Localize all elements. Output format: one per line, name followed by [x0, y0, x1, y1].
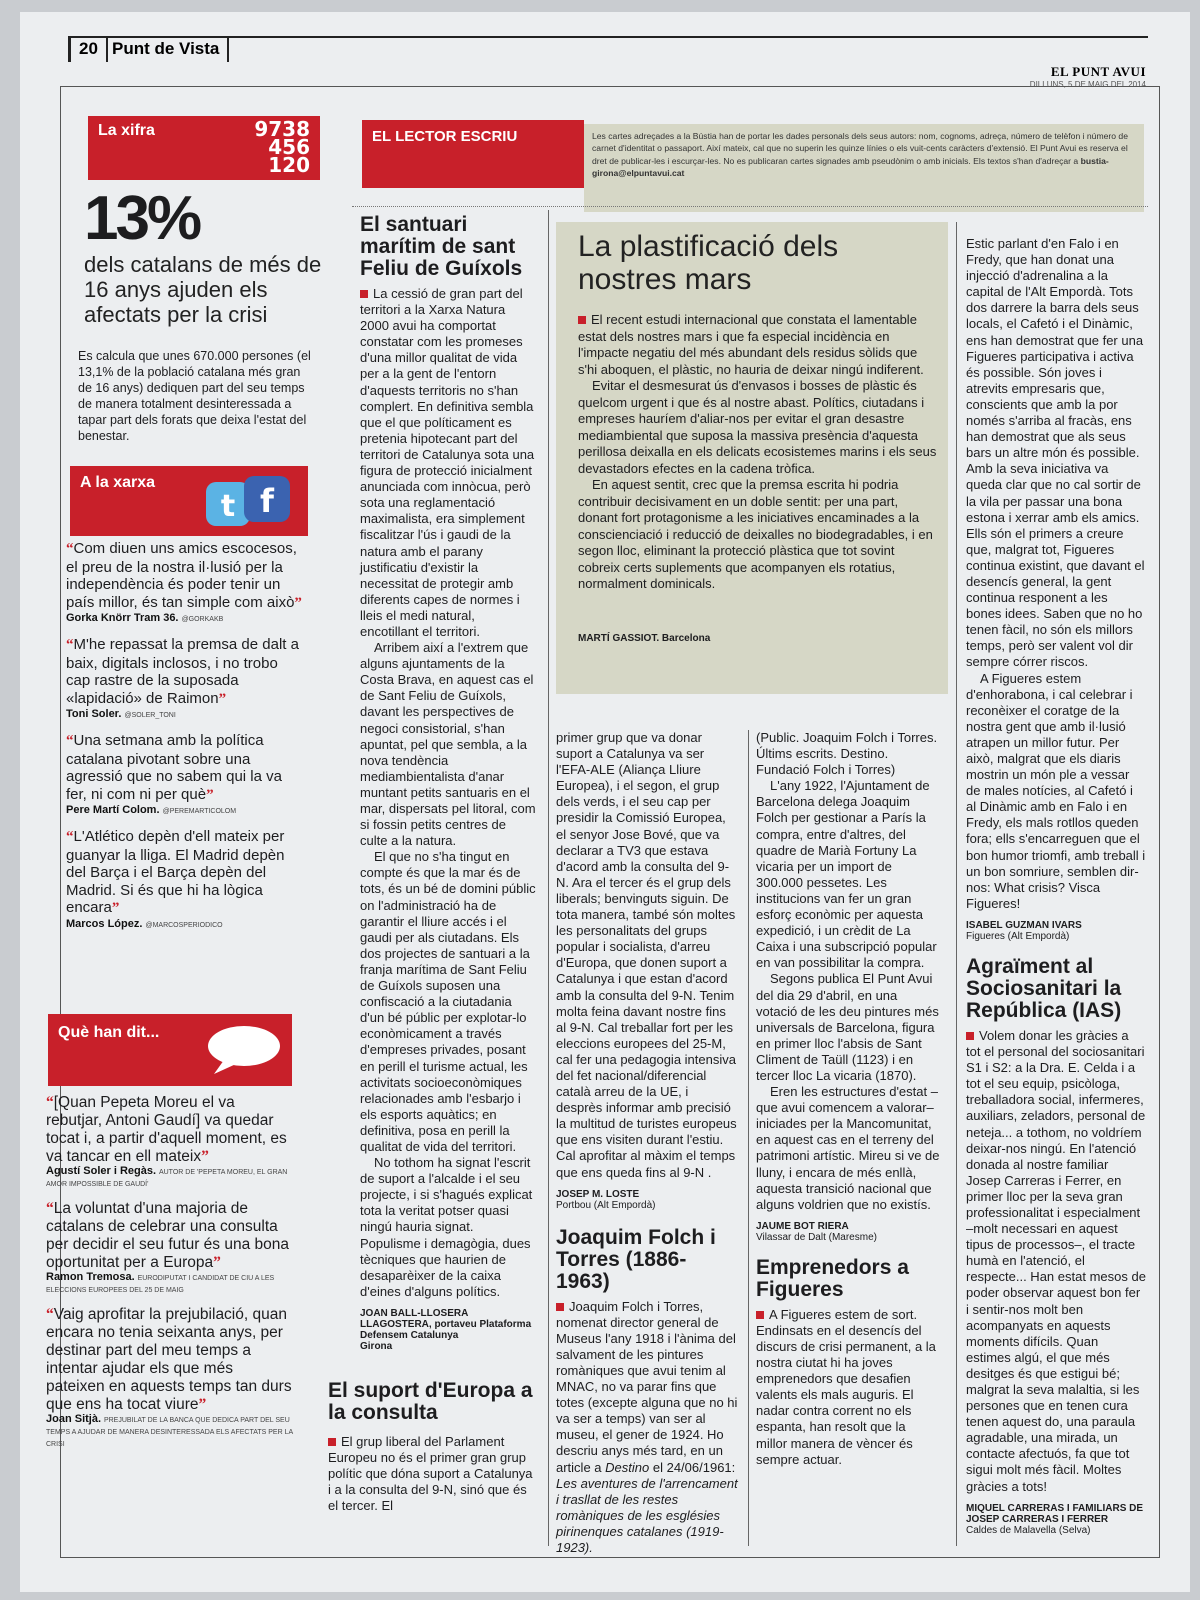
tweet-list [66, 540, 306, 930]
speech-bubble-icon [200, 1022, 284, 1078]
quote-item: “[Quan Pepeta Moreu el va rebutjar, Antoni Gaudí] va quedar tocat i, a partir d'aquell moment, es va tancar en ell mateix” Agustí Soler i Regàs. AUTOR DE 'PEPETA MOREU, EL GRAN AMOR IMPOSSIBLE DE GAUDÍ' [46, 1094, 288, 1188]
xifra-label: La xifra [98, 122, 155, 139]
tweet-item: “M'he repassat la premsa de dalt a baix, digitals inclosos, i no trobo cap rastre de la suposada «lapidació» de Raimon” Toni Soler. @SOLER_TONI [66, 636, 299, 720]
article-author: ISABEL GUZMAN IVARS [966, 919, 1082, 931]
article-suport: El suport d'Europa a la consulta El grup liberal del Parlament Europeu no és el primer gran grup polític que dóna suport a Catalunya i a la consulta del 9-N, sinó que és el tercer. El [328, 1379, 533, 1514]
quotes-list [46, 1094, 294, 1450]
dit-label: Què han dit... [58, 1024, 160, 1041]
article-title: Joaquim Folch i Torres (1886-1963) [556, 1225, 716, 1293]
header-rule [68, 36, 1148, 38]
svg-text:t: t [220, 489, 236, 524]
bullet-square-icon [578, 316, 586, 324]
article-place: Figueres (Alt Empordà) [966, 930, 1070, 942]
dit-banner [48, 1014, 292, 1086]
article-title: La plastificació dels nostres mars [578, 230, 839, 296]
quote-item: “La voluntat d'una majoria de catalans de celebrar una consulta per decidir el seu futur és una bona oportunitat per a Europa” Ramon Tremosa. EURODIPUTAT I CANDIDAT DE CIU A LES ELECCIONS EUROPEES DEL 25 DE MAIG [46, 1200, 289, 1294]
xarxa-label: A la xarxa [80, 474, 156, 491]
tweet-item: “Com diuen uns amics escocesos, el preu de la nostra il·lusió per la independència és poder tenir un país millor, és tan simple com això” Gorka Knörr Tram 36. @GORKAKB [66, 540, 302, 624]
article-author: MIQUEL CARRERAS I FAMILIARS DE JOSEP CARRERAS I FERRER [966, 1502, 1144, 1525]
article-place: Barcelona [661, 632, 711, 644]
tweet-item: “Una setmana amb la política catalana pivotant sobre una agressió que no sabem qui la va fer, ni com ni per què” Pere Martí Colom. @PEREMARTICOLOM [66, 732, 282, 816]
xifra-percent: 13% [84, 184, 200, 253]
bullet-square-icon [756, 1311, 764, 1319]
contact-email[interactable]: bustia-girona@elpuntavui.cat [592, 155, 1109, 179]
xarxa-banner [70, 466, 308, 536]
article-author: JAUME BOT RIERA [756, 1220, 849, 1232]
numbers-graphic: 9738 456 120 [254, 117, 310, 177]
bullet-square-icon [328, 1438, 336, 1446]
issue-date: DILLUNS, 5 DE MAIG DEL 2014 [1029, 80, 1146, 89]
article-title: Agraïment al Sociosanitari la República (IAS) [966, 954, 1122, 1022]
article-title: Emprenedors a Figueres [756, 1255, 909, 1301]
page-number: 20 [68, 36, 108, 62]
newspaper-logo: EL PUNT AVUI [1050, 64, 1146, 79]
lector-banner [362, 120, 584, 188]
article-plastic: La plastificació dels nostres mars El recent estudi internacional que constata el lamentable estat dels nostres mars i que fa especial incidència en l'impacte negatiu del més abundant dels residus sòlids que s'hi aboquen, el plàstic, no hauria de deixar ningú indiferent. Evitar el desmesurat ús d'envasos i bosses de plàstic és quelcom urgent i que és al nostre abast. Polítics, ciutadans i empreses hauríem d'aliar-nos per evitar el gran desastre mediambiental que suposa la massiva presència d'aquesta perillosa deixalla en els delicats ecosistemes marins i els seus devastadors efectes en la cadena tròfica. En aquest sentit, crec que la premsa escrita hi podria contribuir decisivament en un doble sentit: per una part, donant fort protagonisme a les iniciatives encaminades a la conscienciació i reducció de deixalles no biodegradables, i en segon lloc, eliminant la protecció plàstica que tot sovint cobreix certs suplements que acompanyen els rotatius, normalment dominicals. MARTÍ GASSIOT. Barcelona [578, 230, 937, 644]
bullet-square-icon [556, 1303, 564, 1311]
tweet-item: “L'Atlético depèn d'ell mateix per guanyar la lliga. El Madrid depèn del Barça i el Barça depèn del Madrid. Si és que hi ha lògica encara” Marcos López. @MARCOSPERIODICO [66, 828, 285, 930]
lector-label: EL LECTOR ESCRIU [372, 128, 518, 145]
article-author: MARTÍ GASSIOT. [578, 632, 660, 644]
quote-item: “Vaig aprofitar la prejubilació, quan encara no tenia seixanta anys, per destinar part del meu temps a intentar ajudar els que més pateixen en aquests temps tan durs que ens ha tocat viure” Joan Sitjà. PREJUBILAT DE LA BANCA QUE DEDICA PART DEL SEU TEMPS A AJUDAR DE MANERA DESINTERESSADA ELS AFECTATS PER LA CRISI [46, 1306, 293, 1448]
xifra-lead: dels catalans de més de 16 anys ajuden els afectats per la crisi [84, 252, 322, 327]
xifra-banner [88, 116, 320, 180]
column-divider [956, 222, 957, 1546]
article-author: JOSEP M. LOSTE [556, 1188, 640, 1200]
article-place: Girona [360, 1340, 393, 1352]
column-divider [548, 210, 549, 1546]
column-divider [748, 730, 749, 1546]
article-place: Portbou (Alt Empordà) [556, 1199, 656, 1211]
article-place: Vilassar de Dalt (Maresme) [756, 1231, 877, 1243]
bullet-square-icon [966, 1032, 974, 1040]
xifra-body: Es calcula que unes 670.000 persones (el 13,1% de la població catalana més gran de 16 anys) dediquen part del seu temps de manera totalment desinteressada a tapar part dels forats que deixa l'estat del benestar. [78, 349, 311, 443]
social-icons [204, 474, 294, 528]
article-santuari: El santuari marítim de sant Feliu de Guíxols La cessió de gran part del territori a la Xarxa Natura 2000 avui ha comportat constatar com les promeses d'una millor qualitat de vida per a la gent de l'entorn d'aquests territoris no s'han complert. En definitiva sembla que el que políticament es pretenia hipotecant part del territori de Catalunya sota una figura de protecció inicialment anunciada com innòcua, però sota una reglamentació maximalista, era simplement fiscalitzar l'ús i gaudi de la natura amb el parany justificatiu d'existir la necessitat de protegir amb diferents capes de normes i lleis el medi natural, encotillant el territori. Arribem així a l'extrem que alguns ajuntaments de la Costa Brava, en aquest cas el de Sant Feliu de Guíxols, davant les perspectives de negoci consistorial, s'han apuntat, pel que sembla, a la nova tendència mediambientalista d'anar muntant petits santuaris en el mar, dispersats pel litoral, com si fossin petits centres de culte a la natura. El que no s'ha tingut en compte és que la mar és de tots, és un bé de domini públic on l'administració ha de garantir el lliure accés i el gaudi per als ciutadans. Els dos projectes de santuari a la franja marítima de Sant Feliu de Guíxols suposen una confiscació a la ciutadania d'un bé públic per explotar-lo econòmicament a través d'empreses privades, posant en perill el turisme actual, les activitats socioeconòmiques relacionades amb l'esbarjo i els esports aquàtics; en definitiva, posa en perill la qualitat de vida del territori. No tothom ha signat l'escrit de suport a l'alcalde i el seu projecte, i si s'hagués explicat tota la veritat potser quasi ningú hauria signat. Populisme i demagògia, dues tècniques que haurien de desaparèixer de la caixa d'eines d'alguns polítics. JOAN BALL-LLOSERA LLAGOSTERA, portaveu Plataforma Defensem Catalunya Girona [360, 213, 536, 1352]
bullet-square-icon [360, 290, 368, 298]
svg-text:f: f [260, 482, 274, 520]
dotted-rule [352, 206, 1148, 207]
article-place: Caldes de Malavella (Selva) [966, 1524, 1091, 1536]
article-title: El suport d'Europa a la consulta [328, 1379, 533, 1424]
article-folch-continued: (Public. Joaquim Folch i Torres. Últims escrits. Destino. Fundació Folch i Torres) L'any 1922, l'Ajuntament de Barcelona delega Joaquim Folch per gestionar a París la compra, entre d'altres, del quadre de Marià Fortuny La vicaria per un import de 300.000 pessetes. Les institucions van fer un gran esforç econòmic per aquesta expedició, i un crèdit de La Caixa i una subscripció popular en van possibilitar la compra. Segons publica El Punt Avui del dia 29 d'abril, en una votació de les deu pintures més universals de Barcelona, figura en primer lloc l'absis de Sant Climent de Taüll (1123) i en tercer lloc La vicaria (1870). Eren les estructures d'estat –que avui comencem a valorar– iniciades per la Mancomunitat, en aquest cas en el terreny del patrimoni artístic. Mireu si ve de lluny, i encara de més enllà, aquesta transició nacional que alguns voldrien que no existís. JAUME BOT RIERA Vilassar de Dalt (Maresme) Emprenedors a Figueres A Figueres estem de sort. Endinsats en el desencís del discurs de crisi permanent, a la nostra ciutat hi ha joves emprenedors que desafien valents els mals auguris. El nadar contra corrent no els espanta, han resolt que la millor manera de vèncer és sempre actuar. [756, 730, 940, 1467]
article-title: El santuari marítim de sant Feliu de Guíxols [360, 213, 523, 280]
lector-notice: Les cartes adreçades a la Bústia han de portar les dades personals dels seus autors: nom, cognoms, adreça, número de telèfon i número de carnet d'identitat o passaport. Així mateix, cal que no superin les quinze línies o els vuit-cents caràcters d'extensió. El Punt Avui es reserva el dret de publicar-les i escurçar-les. No es publicaran cartes signades amb pseudònim o amb inicials. Els textos s'han d'adreçar a bustia-girona@elpuntavui.cat [584, 124, 1144, 212]
article-suport-continued: primer grup que va donar suport a Catalunya va ser l'EFA-ALE (Aliança Lliure Europea), i el segon, el grup dels verds, i el seu cap per presidir la Comissió Europea, el senyor Jose Bové, que va declarar a TV3 que estava d'acord amb la consulta del 9-N. Ara el tercer és el grup dels liberals; benvinguts siguin. De tota manera, també són moltes les personalitats del grups popular i socialista, d'arreu d'Europa, que donen suport a Catalunya i que estan d'acord amb la consulta del 9-N. Tenim molta feina davant nostre fins al 9-N. Cal treballar fort per les eleccions europees del 25-M, cal fer una pedagogia intensiva del fet nacional/diferencial català arreu de la UE, i desprès informar amb precisió la multitud de turistes europeus que ens visiten durant l'estiu. Cal aprofitar al màxim el temps que ens queda fins al 9-N . JOSEP M. LOSTE Portbou (Alt Empordà) Joaquim Folch i Torres (1886-1963) Joaquim Folch i Torres, nomenat director general de Museus l'any 1918 i l'ànima del salvament de les pintures romàniques que avui tenim al MNAC, no va parar fins que totes (excepte alguna que no hi va ser a temps) van ser al museu, el gener de 1924. Ho descriu anys més tard, en un article a Destino el 24/06/1961: Les aventures de l'arrencament i trasllat de les restes romàniques de les esglésies pirinenques catalanes (1919-1923). [556, 730, 738, 1556]
article-author: JOAN BALL-LLOSERA LLAGOSTERA, portaveu Plataforma Defensem Catalunya [360, 1307, 532, 1341]
article-emprenedors-continued: Estic parlant d'en Falo i en Fredy, que han donat una injecció d'adrenalina a la capital de l'Alt Empordà. Tots dos darrere la barra dels seus locals, el Cafetó i el Dinàmic, ens han demostrat que fer una Figueres participativa i activa és possible. Són joves i atrevits empresaris que, conscients que amb la por només s'arriba al fracàs, ens han demostrat que als seus bars un altre món és possible. Amb la seva iniciativa va queda clar que no cal sortir de la vila per passar una bona estona i xerrar amb els amics. Ells són el primers a creure que, malgrat tot, Figueres continua existint, que davant el desencís general, la gent continua responent a les bones idees. Saben que no ho tenen fàcil, no són els millors temps, però ser valent vol dir sempre córrer riscos. A Figueres estem d'enhorabona, i cal celebrar i reconèixer el coratge de la nostra gent que amb il·lusió atrapen un millor futur. Per això, malgrat que els diaris mostrin un món ple a vessar de males notícies, al Cafetó i al Dinàmic amb en Falo i en Fredy, els mals rotllos queden fora; ells s'encarreguen que el bon humor triomfi, amb treball i un bon somriure, semblen dir-nos: What crisis? Visca Figueres! ISABEL GUZMAN IVARS Figueres (Alt Empordà) Agraïment al Sociosanitari la República (IAS) Volem donar les gràcies a tot el personal del sociosanitari S1 i S2: a la Dra. E. Celda i a tot el seu equip, psicòloga, treballadora social, infermeres, auxiliars, zeladors, personal de neteja... a tothom, no voldríem deixar-nos ningú. En l'atenció donada al nostre familiar Josep Carreras i Ferrer, en primer lloc per la seva gran professionalitat i especialment –molt necessari en aquest tipus de processos–, el tracte humà en l'atenció, el respecte... Han estat mesos de poder observar aquest bon fer i sentir-nos molt ben acompanyats en aquests moments difícils. Quan estimes algú, el que més desitges és que estigui bé; malgrat la seva malaltia, si les persones que en tenen cura tenen aquest do, una paraula agradable, una mirada, un contacte afectuós, fa que tot sigui molt més fàcil. Moltes gràcies a tots! MIQUEL CARRERAS I FAMILIARS DE JOSEP CARRERAS I FERRER Caldes de Malavella (Selva) [966, 236, 1146, 1536]
section-title: Punt de Vista [112, 36, 229, 62]
